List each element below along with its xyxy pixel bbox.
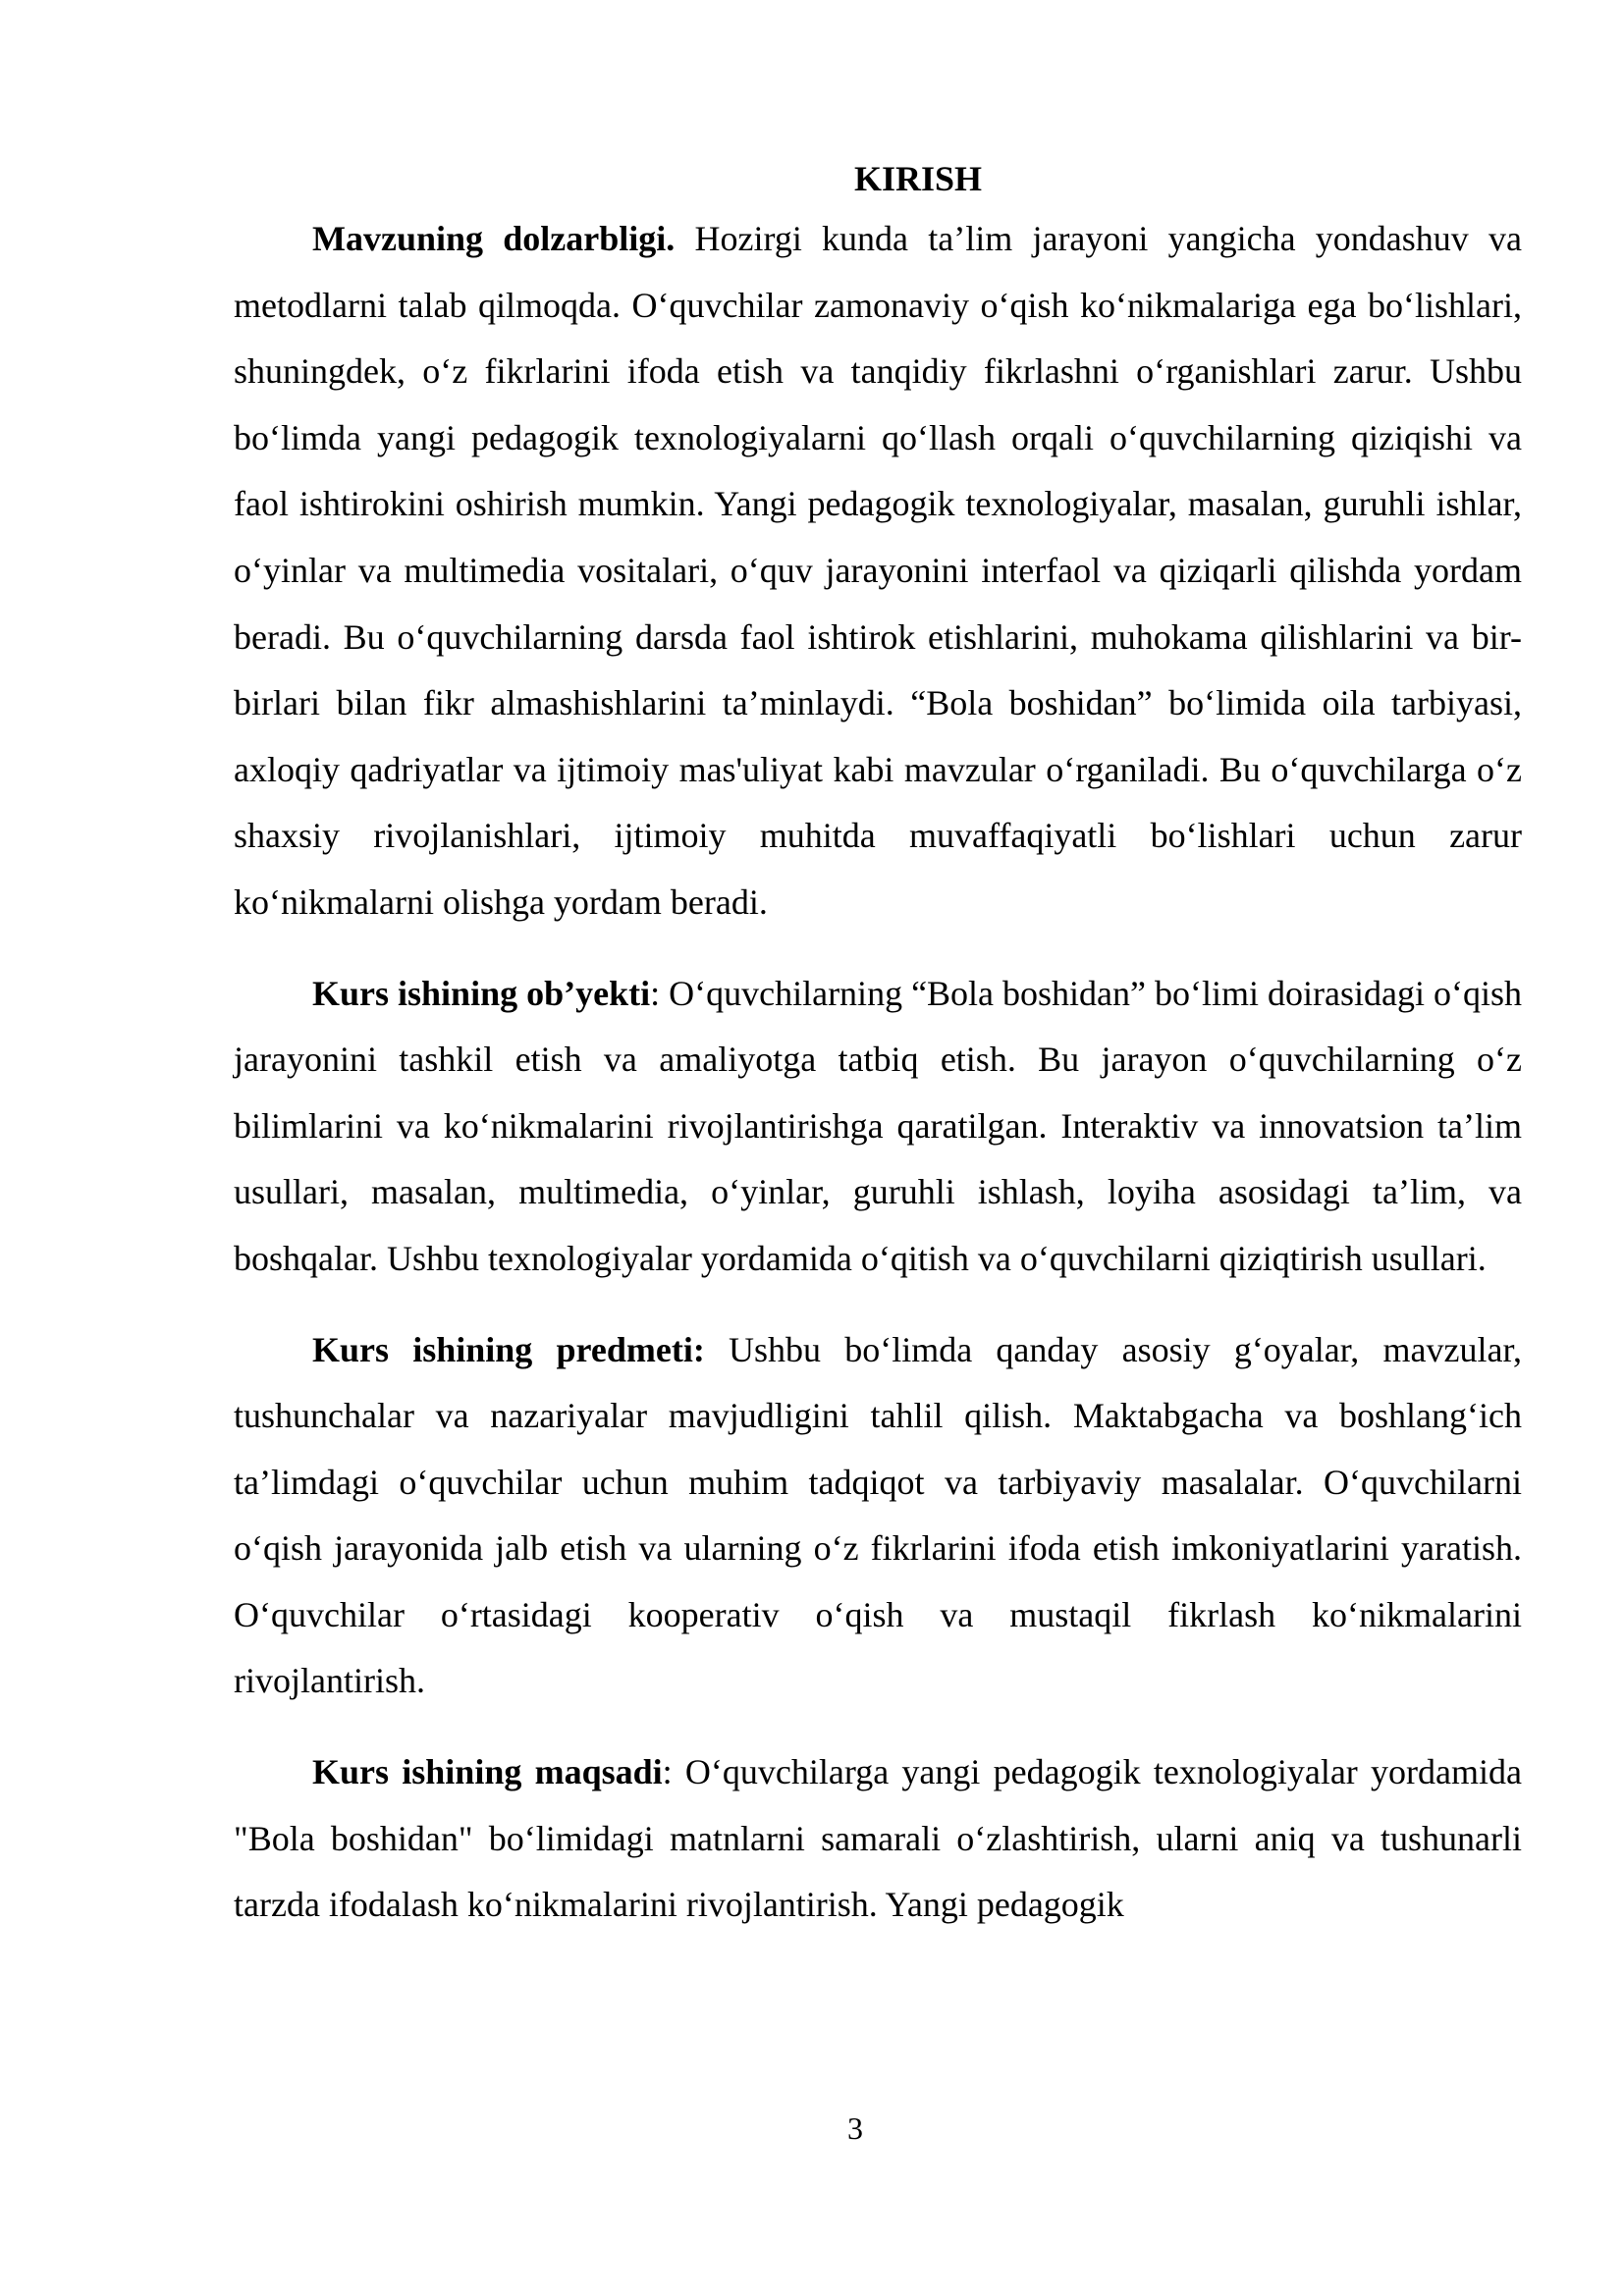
paragraph-text: Hozirgi kunda ta’lim jarayoni yangicha yondashuv va metodlarni talab qilmoqda. O‘quvchilar zamonaviy o‘qish ko‘nikmalariga ega bo‘lishlari, shuningdek, o‘z fikrlarini ifoda etish va tanqidiy fikrlashni o‘rganishlari zarur. Ushbu bo‘limda yangi pedagogik texnologiyalarni qo‘llash orqali o‘quvchilarning qiziqishi va faol ishtirokini oshirish mumkin. Yangi pedagogik texnologiyalar, masalan, guruhli ishlar, o‘yinlar va multimedia vositalari, o‘quv jarayonini interfaol va qiziqarli qilishda yordam beradi. Bu o‘quvchilarning darsda faol ishtirok etishlarini, muhokama qilishlarini va bir-birlari bilan fikr almashishlarini ta’minlaydi. “Bola boshidan” bo‘limida oila tarbiyasi, axloqiy qadriyatlar va ijtimoiy mas'uliyat kabi mavzular o‘rganiladi. Bu o‘quvchilarga o‘z shaxsiy rivojlanishlari, ijtimoiy muhitda muvaffaqiyatli bo‘lishlari uchun zarur ko‘nikmalarni olishga yordam beradi. bbox=[234, 219, 1523, 922]
paragraph-separator bbox=[705, 1330, 729, 1369]
paragraph-separator: : bbox=[662, 1752, 685, 1792]
paragraph-lead: Kurs ishining predmeti: bbox=[312, 1329, 705, 1369]
paragraph-text: Ushbu bo‘limda qanday asosiy g‘oyalar, mavzular, tushunchalar va nazariyalar mavjudligini tahlil qilish. Maktabgacha va boshlang‘ich ta’limdagi o‘quvchilar uchun muhim tadqiqot va tarbiyaviy masalalar. O‘quvchilarni o‘qish jarayonida jalb etish va ularning o‘z fikrlarini ifoda etish imkoniyatlarini yaratish. O‘quvchilar o‘rtasidagi kooperativ o‘qish va mustaqil fikrlash ko‘nikmalarini rivojlantirish. bbox=[234, 1329, 1523, 1701]
paragraph-goal bbox=[234, 1739, 1522, 1939]
paragraph-relevance bbox=[234, 206, 1522, 936]
paragraph-separator bbox=[675, 219, 694, 258]
paragraph-subject bbox=[234, 1317, 1522, 1716]
section-heading: KIRISH bbox=[853, 159, 983, 198]
page-content bbox=[234, 151, 1522, 1939]
paragraph-separator: : bbox=[650, 973, 670, 1013]
paragraph-text: O‘quvchilarga yangi pedagogik texnologiyalar yordamida "Bola boshidan" bo‘limidagi matnlarni samarali o‘zlashtirish, ularni aniq va tushunarli tarzda ifodalash ko‘nikmalarini rivojlantirish. Yangi pedagogik bbox=[234, 1752, 1522, 1925]
page-number: 3 bbox=[847, 2110, 863, 2146]
paragraph-object bbox=[234, 961, 1522, 1293]
paragraph-lead: Mavzuning dolzarbligi. bbox=[312, 219, 676, 258]
paragraph-text: O‘quvchilarning “Bola boshidan” bo‘limi doirasidagi o‘qish jarayonini tashkil etish va amaliyotga tatbiq etish. Bu jarayon o‘quvchilarning o‘z bilimlarini va ko‘nikmalarini rivojlantirishga qaratilgan. Interaktiv va innovatsion ta’lim usullari, masalan, multimedia, o‘yinlar, guruhli ishlash, loyiha asosidagi ta’lim, va boshqalar. Ushbu texnologiyalar yordamida o‘qitish va o‘quvchilarni qiziqtirish usullari. bbox=[234, 973, 1522, 1278]
paragraph-lead: Kurs ishining ob’yekti bbox=[312, 973, 651, 1013]
paragraph-lead: Kurs ishining maqsadi bbox=[312, 1752, 663, 1792]
